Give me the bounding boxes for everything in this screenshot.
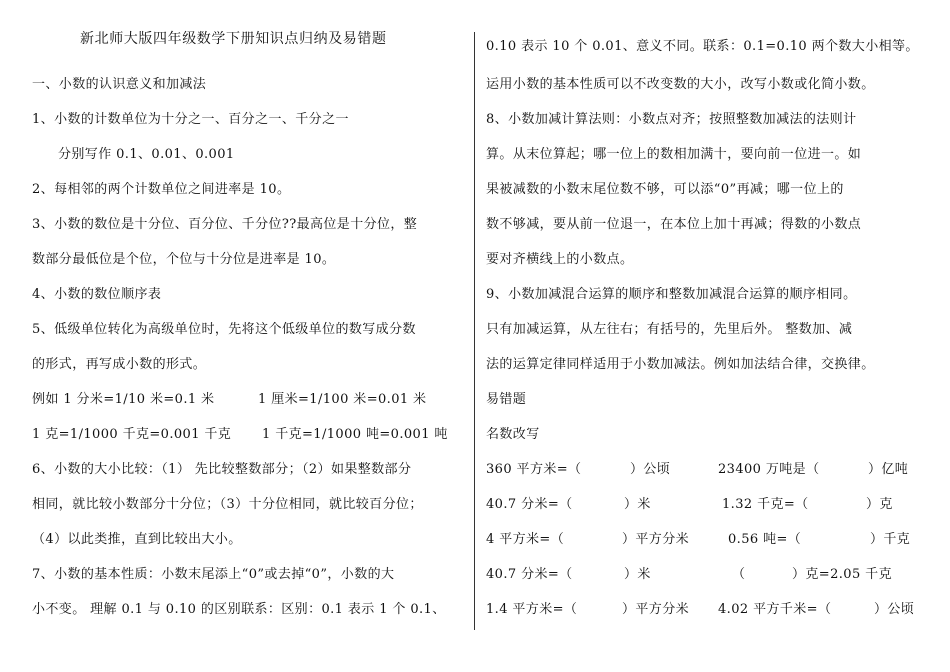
text-line: 的形式，再写成小数的形式。 [32, 357, 207, 372]
text-line: 6、小数的大小比较：（1） 先比较整数部分；（2）如果整数部分 [32, 462, 412, 477]
text-line: 2、每相邻的两个计数单位之间进率是 10。 [32, 182, 291, 197]
exercise-line [486, 496, 893, 514]
document-title: 新北师大版四年级数学下册知识点归纳及易错题 [80, 31, 387, 47]
text-line: 要对齐横线上的小数点。 [486, 252, 634, 267]
text-line: 分别写作 0.1、0.01、0.001 [58, 147, 235, 162]
exercise-part: ）公顷 [630, 462, 671, 477]
text-line: 8、小数加减计算法则：小数点对齐；按照整数加减法的法则计 [486, 112, 857, 127]
text-line: 法的运算定律同样适用于小数加减法。例如加法结合律，交换律。 [486, 357, 875, 372]
text-line: 数不够减，要从前一位退一，在本位上加十再减；得数的小数点 [486, 217, 862, 232]
exercise-part: ）平方分米 [622, 602, 690, 617]
text-line: 果被减数的小数末尾位数不够，可以添“0”再减；哪一位上的 [486, 182, 844, 197]
section-heading: 易错题 [486, 392, 527, 407]
exercise-part: （ [732, 567, 746, 582]
text-line: 1、小数的计数单位为十分之一、百分之一、千分之一 [32, 112, 349, 127]
text-line: 0.10 表示 10 个 0.01、意义不同。联系：0.1=0.10 两个数大小相等。 [486, 39, 919, 54]
exercise-part: ）米 [624, 497, 651, 512]
exercise-part: ）克=2.05 千克 [792, 567, 892, 582]
text-line: （4）以此类推，直到比较出大小。 [32, 532, 242, 547]
exercise-part: 1.4 平方米=（ [486, 602, 578, 617]
example-part: 1 克=1/1000 千克=0.001 千克 [32, 427, 232, 442]
text-line: 只有加减运算，从左往右；有括号的，先里后外。 整数加、减 [486, 322, 853, 337]
text-line: 5、低级单位转化为高级单位时，先将这个低级单位的数写成分数 [32, 322, 416, 337]
exercise-part: ）亿吨 [868, 462, 909, 477]
section-heading: 一、小数的认识意义和加减法 [32, 77, 207, 92]
text-line: 数部分最低位是个位，个位与十分位是进率是 10。 [32, 252, 336, 267]
exercise-part: 40.7 分米=（ [486, 567, 573, 582]
example-part: 1 千克=1/1000 吨=0.001 吨 [262, 427, 448, 442]
text-line: 3、小数的数位是十分位、百分位、千分位??最高位是十分位，整 [32, 217, 418, 232]
exercise-part: 360 平方米=（ [486, 462, 582, 477]
text-line: 4、小数的数位顺序表 [32, 287, 162, 302]
section-heading: 名数改写 [486, 427, 540, 442]
example-part: 1 厘米=1/100 米=0.01 米 [258, 392, 427, 407]
column-divider [474, 32, 475, 630]
exercise-part: 1.32 千克=（ [722, 497, 809, 512]
text-line: 算。从末位算起；哪一位上的数相加满十，要向前一位进一。如 [486, 147, 862, 162]
text-line: 7、小数的基本性质：小数末尾添上“0”或去掉“0”，小数的大 [32, 567, 395, 582]
exercise-part: ）克 [866, 497, 893, 512]
example-part: 例如 1 分米=1/10 米=0.1 米 [32, 392, 215, 407]
text-line: 相同，就比较小数部分十分位；（3）十分位相同，就比较百分位； [32, 497, 423, 512]
exercise-part: 4 平方米=（ [486, 532, 565, 547]
text-line: 运用小数的基本性质可以不改变数的大小，改写小数或化简小数。 [486, 77, 875, 92]
exercise-part: 4.02 平方千米=（ [718, 602, 832, 617]
exercise-part: 40.7 分米=（ [486, 497, 573, 512]
exercise-part: ）千克 [870, 532, 911, 547]
exercise-part: ）米 [624, 567, 651, 582]
exercise-line [486, 461, 908, 479]
example-line [32, 391, 426, 409]
exercise-line [486, 601, 914, 619]
exercise-part: 0.56 吨=（ [728, 532, 802, 547]
text-line: 小不变。 理解 0.1 与 0.10 的区别联系：区别：0.1 表示 1 个 0.1、 [32, 602, 446, 617]
text-line: 9、小数加减混合运算的顺序和整数加减混合运算的顺序相同。 [486, 287, 857, 302]
exercise-part: 23400 万吨是（ [718, 462, 820, 477]
exercise-line [486, 531, 910, 549]
exercise-line [486, 566, 892, 584]
exercise-part: ）平方分米 [622, 532, 690, 547]
exercise-part: ）公顷 [874, 602, 915, 617]
example-line [32, 426, 448, 444]
